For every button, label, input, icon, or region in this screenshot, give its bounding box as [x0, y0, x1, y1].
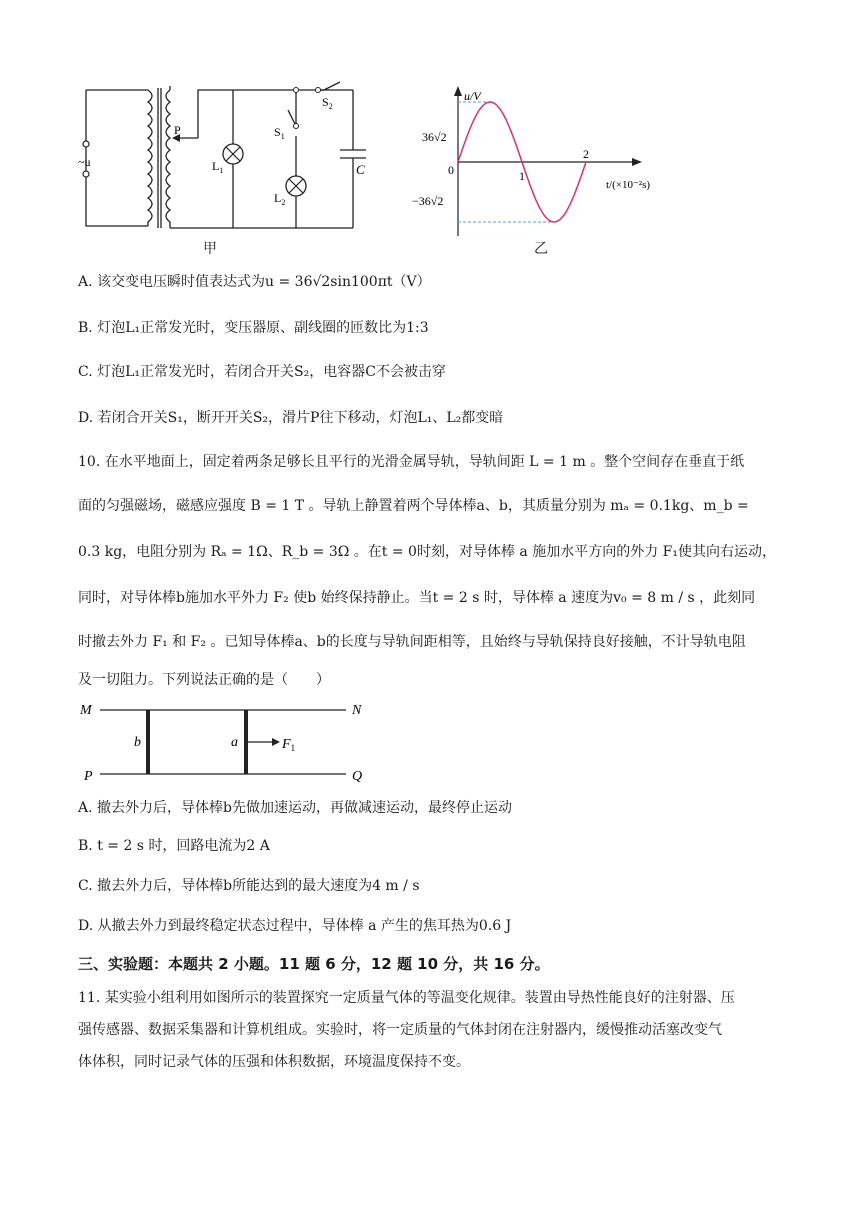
label-a: a: [231, 735, 238, 750]
capacitor-C-label: C: [356, 162, 365, 177]
label-M: M: [80, 703, 92, 718]
L2-label: $L_2$: [274, 191, 286, 207]
label-Q: Q: [352, 769, 363, 784]
label-N: N: [352, 703, 362, 718]
q9-option-a: A. 该交变电压瞬时值表达式为u = 36√2sin100πt（V）: [78, 274, 431, 290]
q9-option-b: B. 灯泡L₁正常发光时，变压器原、副线圈的匝数比为1:3: [78, 320, 429, 336]
figure-jia-caption: 甲: [203, 241, 217, 257]
label-b: b: [134, 735, 141, 750]
q9-option-d: D. 若闭合开关S₁，断开开关S₂，滑片P往下移动，灯泡L₁、L₂都变暗: [78, 410, 504, 426]
q10-stem-line-4: 同时，对导体棒b施加水平外力 F₂ 使b 始终保持静止。当t = 2 s 时，导体棒 a 速度为v₀ = 8 m / s ，此刻同: [78, 590, 756, 606]
q11-line-3: 体体积，同时记录气体的压强和体积数据，环境温度保持不变。: [78, 1054, 470, 1070]
x-tick-1-label: 1: [519, 169, 525, 183]
section-heading: 三、实验题：本题共 2 小题。11 题 6 分，12 题 10 分，共 16 分。: [78, 955, 550, 973]
origin-label: 0: [448, 163, 454, 177]
rod-b: [146, 710, 150, 774]
source-label: ~u: [78, 155, 91, 169]
lamp-L2-icon: [286, 176, 306, 196]
q11-line-2: 强传感器、数据采集器和计算机组成。实验时，将一定质量的气体封闭在注射器内，缓慢推动活塞改变气: [78, 1022, 722, 1038]
slider-P-label: P: [174, 123, 181, 137]
S1-label: $S_1$: [274, 125, 285, 141]
S2-label: $S_2$: [322, 95, 333, 111]
label-F1: $F_1$: [282, 737, 296, 753]
y-min-tick-label: −36√2: [412, 194, 444, 208]
x-tick-2-label: 2: [583, 147, 589, 161]
q10-stem-line-3: 0.3 kg，电阻分别为 Rₐ = 1Ω、R_b = 3Ω 。在t = 0时刻，对导体棒 a 施加水平方向的外力 F₁使其向右运动，: [78, 544, 776, 560]
rod-a: [244, 710, 248, 774]
q9-option-c: C. 灯泡L₁正常发光时，若闭合开关S₂，电容器C不会被击穿: [78, 364, 446, 380]
voltage-waveform-chart: [410, 84, 675, 244]
q10-option-a: A. 撤去外力后，导体棒b先做加速运动，再做减速运动，最终停止运动: [78, 800, 512, 816]
q11-line-1: 11. 某实验小组利用如图所示的装置探究一定质量气体的等温变化规律。装置由导热性能良好的注射器、压: [78, 990, 735, 1006]
label-P: P: [84, 769, 93, 784]
q10-stem-line-1: 10. 在水平地面上，固定着两条足够长且平行的光滑金属导轨，导轨间距 L = 1 m 。整个空间存在垂直于纸: [78, 454, 745, 470]
lamp-L1-icon: [223, 144, 243, 164]
q10-stem-line-5: 时撤去外力 F₁ 和 F₂ 。已知导体棒a、b的长度与导轨间距相等，且始终与导轨保持良好接触，不计导轨电阻: [78, 634, 746, 650]
q10-option-c: C. 撤去外力后，导体棒b所能达到的最大速度为4 m / s: [78, 878, 420, 894]
x-axis-label: t/(×10⁻²s): [606, 179, 651, 191]
figure-yi-caption: 乙: [534, 241, 548, 257]
q10-option-b: B. t = 2 s 时，回路电流为2 A: [78, 838, 270, 854]
rails-diagram: [78, 698, 388, 786]
q10-stem-line-6: 及一切阻力。下列说法正确的是（ ）: [78, 672, 330, 688]
y-max-tick-label: 36√2: [422, 130, 447, 144]
y-axis-label: u/V: [464, 89, 481, 103]
q10-option-d: D. 从撤去外力到最终稳定状态过程中，导体棒 a 产生的焦耳热为0.6 J: [78, 918, 512, 934]
circuit-diagram: [78, 78, 378, 258]
L1-label: $L_1$: [212, 159, 224, 175]
q10-stem-line-2: 面的匀强磁场，磁感应强度 B = 1 T 。导轨上静置着两个导体棒a、b，其质量分别为 mₐ = 0.1kg、m_b =: [78, 498, 749, 514]
